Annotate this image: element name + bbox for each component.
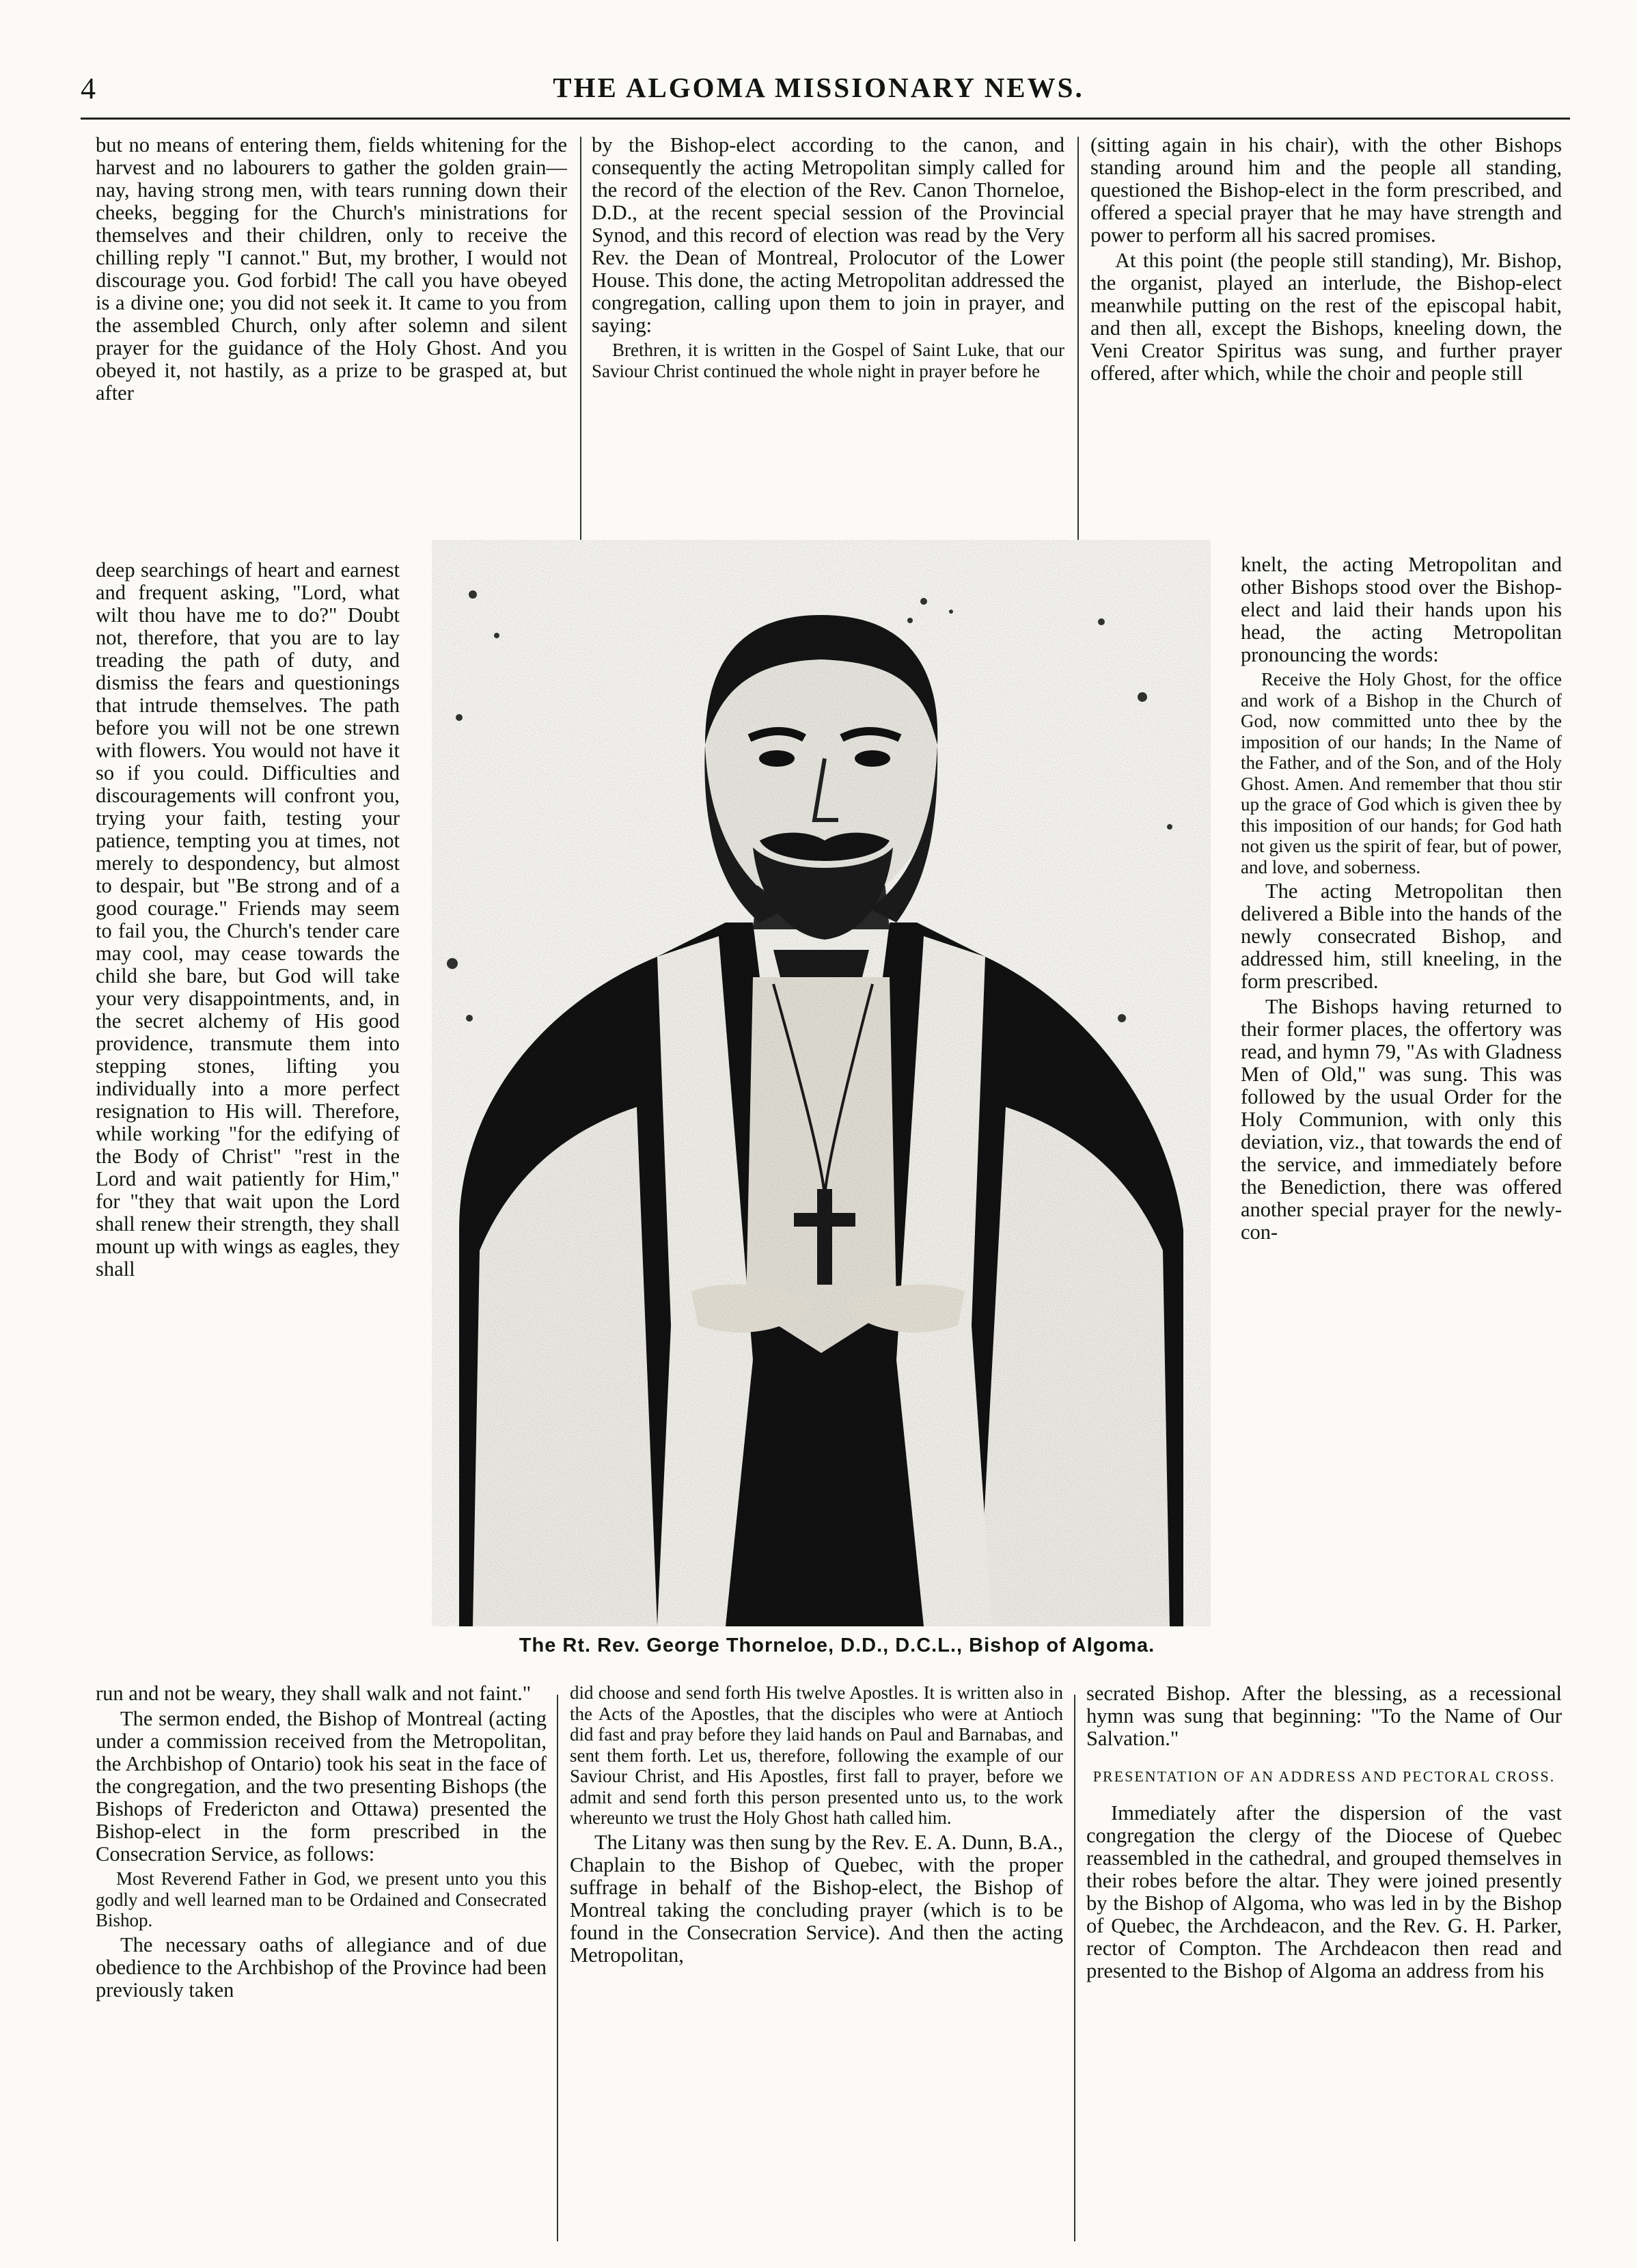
paragraph: At this point (the people still standing), Mr. Bishop, the organist, played an interlude, the Bishop-elect meanwhile putting on the rest of the episcopal habit, and then all, except the Bishops, kneeling down, the Veni Creator Spiritus was sung, and further prayer offered, after which, while the choir and people still xyxy=(1090,249,1562,385)
column-1-bottom-text xyxy=(96,1682,547,2229)
column-rule xyxy=(580,137,581,554)
column-1-wrap-text xyxy=(96,559,400,1681)
exhortation-quote: did choose and send forth His twelve Apostles. It is written also in the Acts of the Apostles, that the disciples who were at Antioch did fast and pray before they laid hands on Paul and Barnabas, and sent them forth. Let us, therefore, following the example of our Saviour Christ, and His Apostles, first fall to prayer, before we admit and send forth this person presented unto us, to the work whereunto we trust the Holy Ghost hath called him. xyxy=(570,1682,1063,1828)
bishop-portrait xyxy=(432,540,1211,1626)
column-rule xyxy=(1074,1695,1075,2241)
paragraph: run and not be weary, they shall walk and not faint." xyxy=(96,1682,532,1705)
paragraph: The Bishops having returned to their former places, the offertory was read, and hymn 79, "As with Gladness Men of Old," was sung. This was followed by the usual Order for the Holy Communion, with only this deviation, viz., that towards the end of the service, and immediately before the Benediction, there was offered another special prayer for the newly-con- xyxy=(1241,995,1562,1244)
page-number: 4 xyxy=(81,72,96,105)
paragraph: (sitting again in his chair), with the other Bishops standing around him and the people all standing, questioned the Bishop-elect in the form prescribed, and offered a special prayer that he may have strength and power to perform all his sacred promises. xyxy=(1090,134,1562,247)
paragraph: deep searchings of heart and earnest and frequent asking, "Lord, what wilt thou have me to do?" Doubt not, therefore, that you are to lay treading the path of duty, and dismiss the fears and questionings that intrude themselves. The path before you will not be one strewn with flowers. You would not have it so if you could. Difficulties and discouragements will confront you, trying your faith, testing your patience, tempting you at times, not merely to despondency, but almost to despair, but "Be strong and of a good courage." Friends may seem to fail you, the Church's tender care may cool, may cease towards the child she bare, but God will take your very disappointments, and, in the secret alchemy of His good providence, transmute them into stepping stones, lifting you individually into a more perfect resignation to His will. Therefore, while working "for the edifying of the Body of Christ" "rest in the Lord and wait patiently for Him," for "they that wait upon the Lord shall renew their strength, they shall mount up with wings as eagles, they shall xyxy=(96,559,400,1281)
paragraph: by the Bishop-elect according to the canon, and consequently the acting Metropolitan simply called for the record of the election of the Rev. Canon Thorneloe, D.D., at the recent special session of the Provincial Synod, and this record of election was read by the Very Rev. the Dean of Montreal, Prolocutor of the Lower House. This done, the acting Metropolitan addressed the congregation, calling upon them to join in prayer, and saying: xyxy=(592,134,1064,337)
header-rule xyxy=(81,118,1570,120)
column-2-top-text xyxy=(592,134,1064,551)
column-rule xyxy=(557,1695,558,2241)
paragraph: The Litany was then sung by the Rev. E. A. Dunn, B.A., Chaplain to the Bishop of Quebec, with the proper suffrage in behalf of the Bishop-elect, the Bishop of Montreal taking the concluding prayer (which is to be found in the Consecration Service). And then the acting Metropolitan, xyxy=(570,1830,1063,1967)
paragraph: secrated Bishop. After the blessing, as a recessional hymn was sung that beginning: "To the Name of Our Salvation." xyxy=(1086,1682,1562,1750)
column-2-bottom-text xyxy=(570,1682,1063,2229)
paragraph: Immediately after the dispersion of the vast congregation the clergy of the Diocese of Quebec reassembled in the cathedral, and grouped themselves in their robes before the altar. They were joined presently by the Bishop of Algoma, who was led in by the Bishop of Quebec, the Archdeacon, and the Rev. G. H. Parker, rector of Compton. The Archdeacon then read and presented to the Bishop of Algoma an address from his xyxy=(1086,1801,1562,1982)
column-3-bottom-text xyxy=(1086,1682,1562,2236)
column-3-wrap-text xyxy=(1241,554,1562,1681)
paragraph: but no means of entering them, fields whitening for the harvest and no labourers to gather the golden grain—nay, having strong men, with tears running down their cheeks, begging for the Church's ministrations for themselves and their children, only to receive the chilling reply "I cannot." But, my brother, I would not discourage you. God forbid! The call you have obeyed is a divine one; you did not seek it. It came to you from the assembled Church, only after solemn and silent prayer for the guidance of the Holy Ghost. And you obeyed it, not hastily, as a prize to be grasped at, but after xyxy=(96,134,567,405)
exhortation-quote: Brethren, it is written in the Gospel of Saint Luke, that our Saviour Christ continued the whole night in prayer before he xyxy=(592,340,1064,381)
section-heading: PRESENTATION OF AN ADDRESS AND PECTORAL CROSS. xyxy=(1092,1768,1556,1785)
column-1-top-text xyxy=(96,134,567,558)
paragraph: knelt, the acting Metropolitan and other Bishops stood over the Bishop-elect and laid their hands upon his head, the acting Metropolitan pronouncing the words: xyxy=(1241,554,1562,666)
paragraph: The necessary oaths of allegiance and of due obedience to the Archbishop of the Province had been previously taken xyxy=(96,1932,547,2001)
paragraph: The sermon ended, the Bishop of Montreal (acting under a commission received from the Metropolitan, the Archbishop of Ontario) took his seat in the face of the congregation, and the two presenting Bishops (the Bishops of Fredericton and Ottawa) presented the Bishop-elect in the form prescribed in the Consecration Service, as follows: xyxy=(96,1707,547,1866)
consecration-words: Receive the Holy Ghost, for the office and work of a Bishop in the Church of God, now committed unto thee by the imposition of our hands; In the Name of the Father, and of the Son, and of the Holy Ghost. Amen. And remember that thou stir up the grace of God which is given thee by this imposition of our hands; for God hath not given us the spirit of fear, but of power, and love, and soberness. xyxy=(1241,669,1562,877)
column-rule xyxy=(1077,137,1079,554)
column-3-top-text xyxy=(1090,134,1562,551)
paragraph: The acting Metropolitan then delivered a Bible into the hands of the newly consecrated Bishop, and addressed him, still kneeling, in the form prescribed. xyxy=(1241,879,1562,993)
portrait-caption: The Rt. Rev. George Thorneloe, D.D., D.C.L., Bishop of Algoma. xyxy=(519,1635,1155,1656)
masthead-title: THE ALGOMA MISSIONARY NEWS. xyxy=(553,72,1084,103)
presentation-formula: Most Reverend Father in God, we present unto you this godly and well learned man to be Ordained and Consecrated Bishop. xyxy=(96,1868,547,1930)
